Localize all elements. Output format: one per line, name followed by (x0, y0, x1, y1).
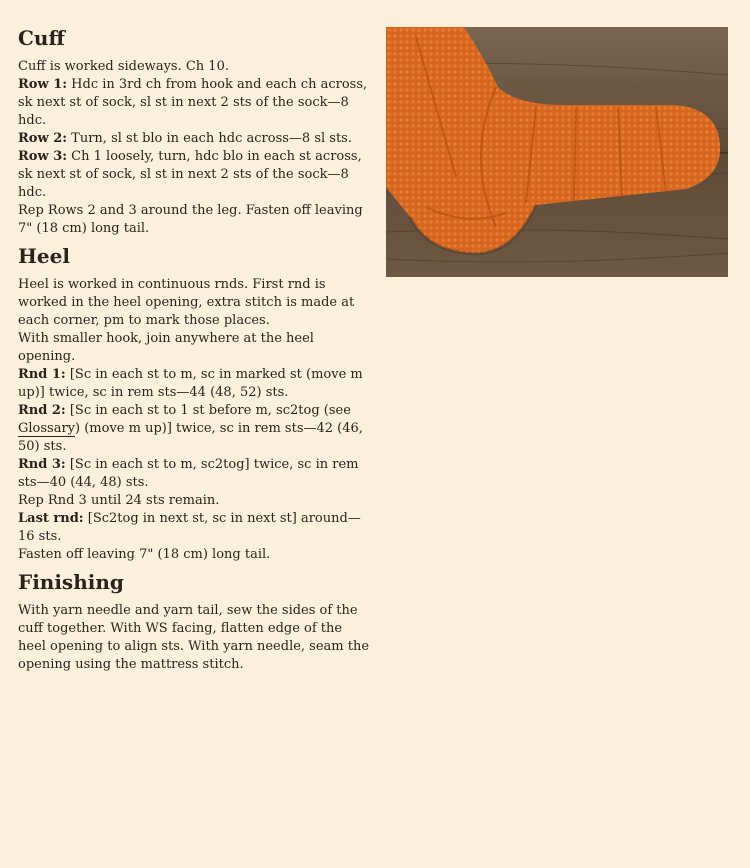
glossary-link[interactable]: Glossary (18, 421, 76, 436)
heel-rnd-3: Rnd 3: [Sc in each st to m, sc2tog] twice, sc in rem sts—40 (44, 48) sts. (18, 457, 359, 490)
heel-section (18, 244, 370, 564)
cuff-repeat: Rep Rows 2 and 3 around the leg. Fasten off leaving 7" (18 cm) long tail. (18, 203, 363, 236)
cuff-section (18, 26, 370, 238)
heel-fasten-off: Fasten off leaving 7" (18 cm) long tail. (18, 547, 271, 562)
heel-rnd-2: Rnd 2: [Sc in each st to 1 st before m, sc2tog (see Glossary) (move m up)] twice, sc in rem sts—42 (46, 50) sts. (18, 403, 363, 454)
sock-illustration (386, 27, 728, 277)
finishing-section (18, 570, 370, 674)
cuff-row-1: Row 1: Hdc in 3rd ch from hook and each ch across, sk next st of sock, sl st in next 2 sts of the sock—8 hdc. (18, 77, 368, 128)
cuff-row-3: Row 3: Ch 1 loosely, turn, hdc blo in each st across, sk next st of sock, sl st in next 2 sts of the sock—8 hdc. (18, 149, 362, 200)
heel-last-rnd: Last rnd: [Sc2tog in next st, sc in next st] around—16 sts. (18, 511, 361, 544)
finishing-heading: Finishing (18, 570, 124, 594)
cuff-row-2: Row 2: Turn, sl st blo in each hdc across—8 sl sts. (18, 131, 352, 146)
heel-intro: Heel is worked in continuous rnds. First rnd is worked in the heel opening, extra stitch is made at each corner, pm to mark those places. (18, 277, 355, 328)
heel-repeat: Rep Rnd 3 until 24 sts remain. (18, 493, 220, 508)
instructions-column (18, 26, 370, 680)
sock-photo (386, 27, 728, 277)
heel-heading: Heel (18, 244, 70, 268)
heel-rnd-1: Rnd 1: [Sc in each st to m, sc in marked st (move m up)] twice, sc in rem sts—44 (48, 52) sts. (18, 367, 363, 400)
heel-join: With smaller hook, join anywhere at the heel opening. (18, 331, 314, 364)
cuff-heading: Cuff (18, 26, 65, 50)
cuff-intro: Cuff is worked sideways. Ch 10. (18, 59, 229, 74)
finishing-text: With yarn needle and yarn tail, sew the sides of the cuff together. With WS facing, flatten edge of the heel opening to align sts. With yarn needle, seam the opening using the mattress stitch. (18, 603, 370, 672)
